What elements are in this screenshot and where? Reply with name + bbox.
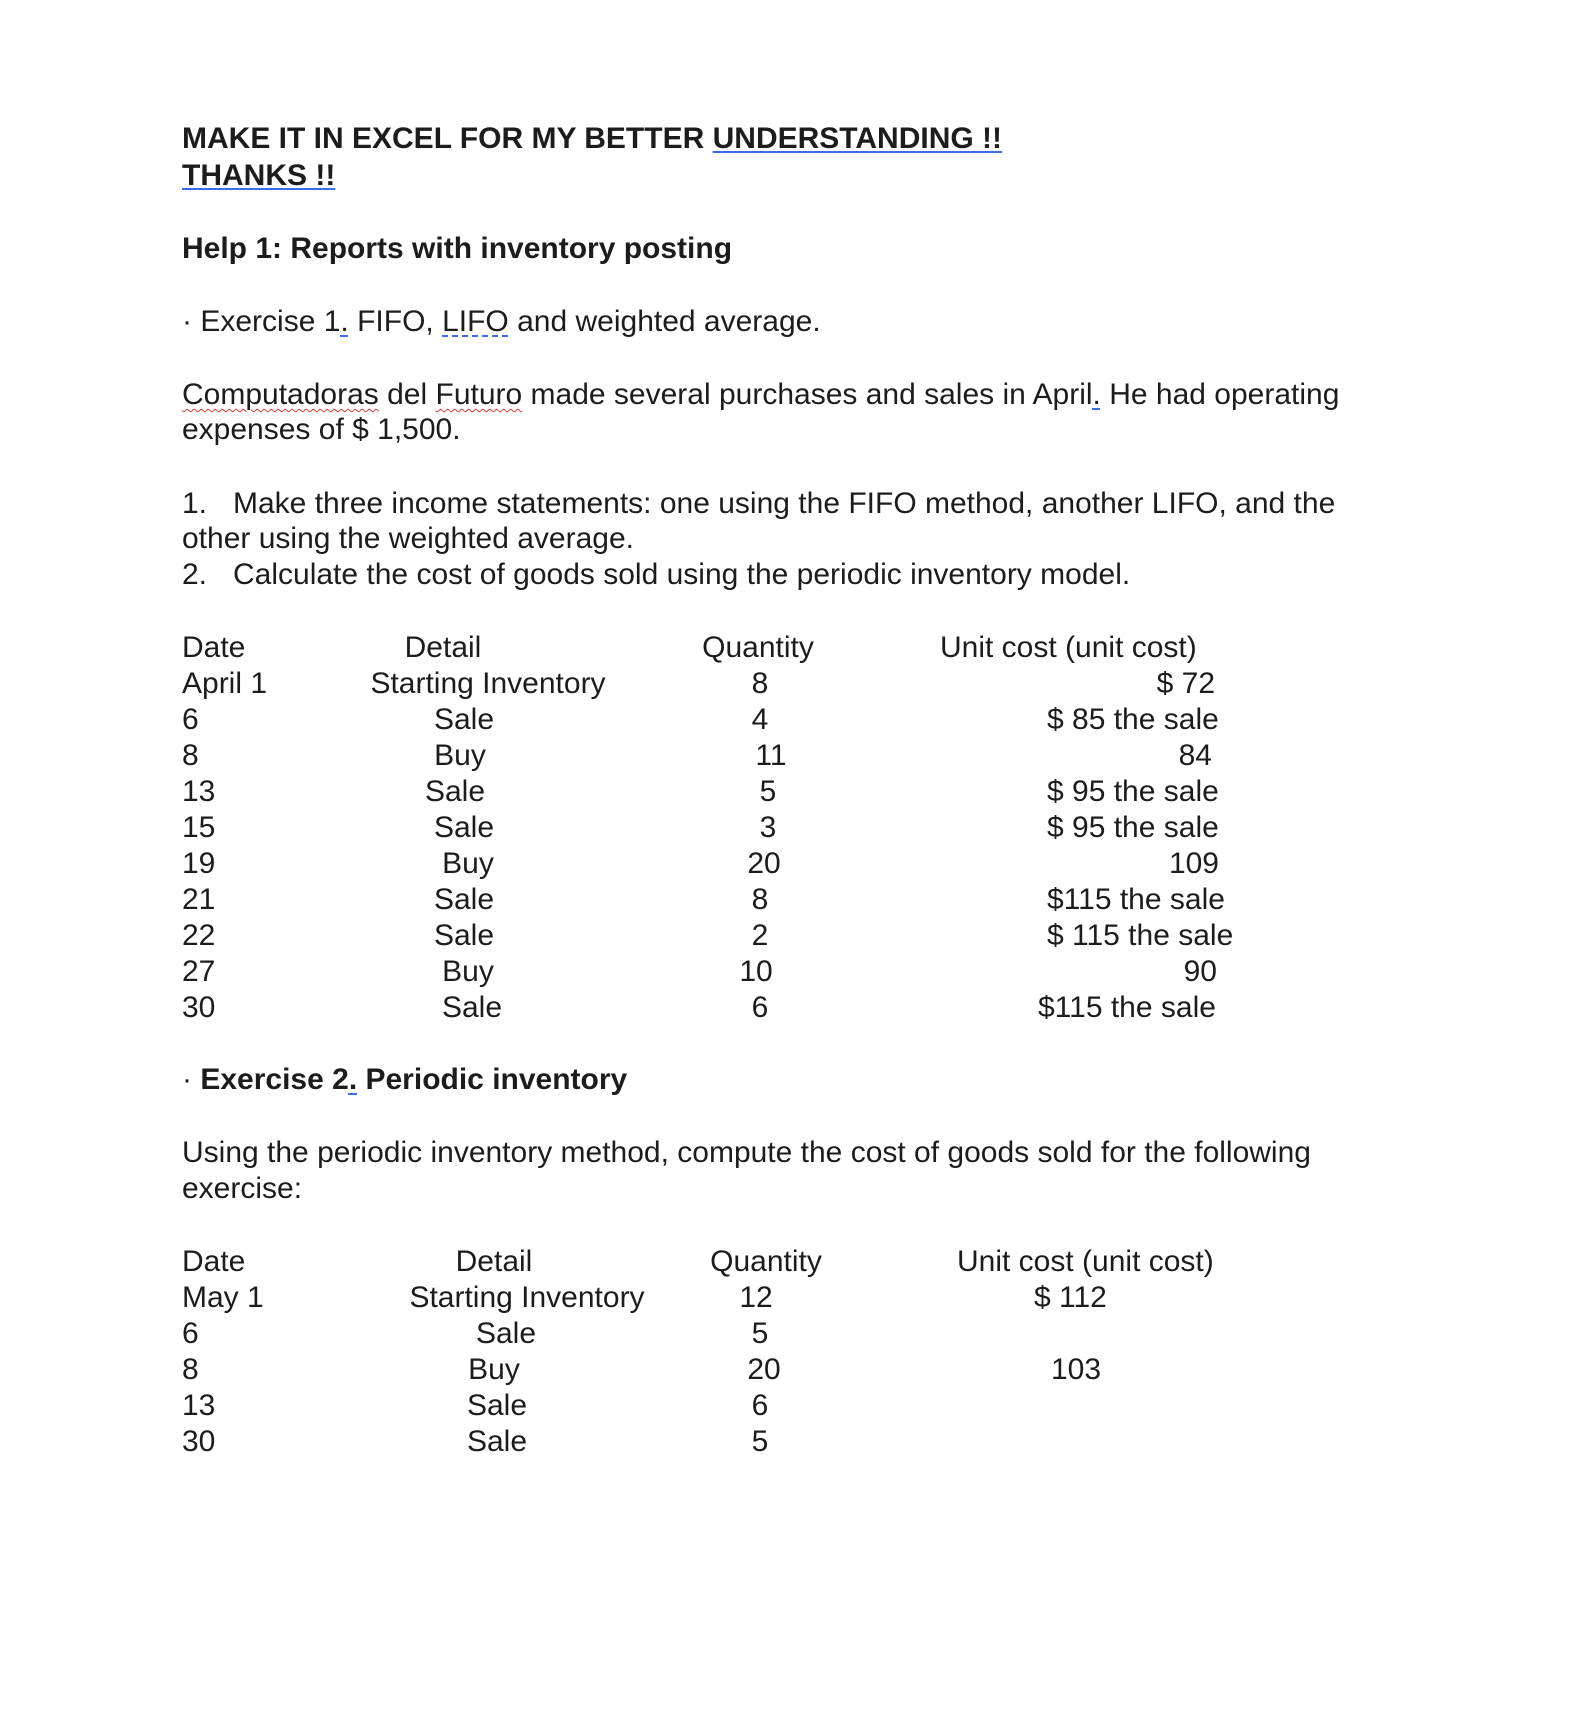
company-name-word: Computadoras xyxy=(182,378,379,411)
row-cost: 103 xyxy=(1051,1353,1102,1386)
row-qty: 12 xyxy=(739,1281,773,1314)
row-date: 13 xyxy=(182,1389,216,1422)
header-line-1 xyxy=(182,121,1002,157)
intro-text: del xyxy=(378,378,436,411)
intro-dot: . xyxy=(1092,378,1101,411)
row-detail: Starting Inventory xyxy=(370,667,606,700)
row-detail: Buy xyxy=(468,1353,520,1386)
task-text: Calculate the cost of goods sold using the periodic inventory model. xyxy=(233,558,1131,591)
thanks-text: THANKS !! xyxy=(182,159,336,192)
lifo-text: LIFO xyxy=(442,305,509,338)
exercise1-dot: . xyxy=(340,305,349,338)
row-qty: 10 xyxy=(739,955,773,988)
row-qty: 5 xyxy=(751,1317,769,1350)
row-cost: $ 95 the sale xyxy=(1047,811,1219,844)
row-cost: $115 the sale xyxy=(1047,883,1225,916)
row-cost: $ 95 the sale xyxy=(1047,775,1219,808)
row-cost: $115 the sale xyxy=(1038,991,1216,1024)
row-detail: Sale xyxy=(441,991,503,1024)
row-date: 15 xyxy=(182,811,216,844)
row-detail: Sale xyxy=(466,1425,528,1458)
row-cost: 109 xyxy=(1168,847,1219,880)
header-quantity: Quantity xyxy=(702,631,814,664)
header-quantity: Quantity xyxy=(710,1245,822,1278)
row-date: 21 xyxy=(182,883,216,916)
header-detail: Detail xyxy=(404,631,482,664)
row-detail: Starting Inventory xyxy=(409,1281,645,1314)
header-unit-cost: Unit cost (unit cost) xyxy=(940,631,1197,664)
intro-text: He had operating xyxy=(1100,378,1340,411)
exercise2-intro-line-1: Using the periodic inventory method, compute the cost of goods sold for the following xyxy=(182,1136,1311,1169)
row-date: April 1 xyxy=(182,667,268,700)
row-qty: 2 xyxy=(751,919,769,952)
exercise2-label: Exercise 2 xyxy=(200,1063,349,1096)
company-name-word: Futuro xyxy=(435,378,523,411)
row-qty: 6 xyxy=(751,991,769,1024)
header-detail: Detail xyxy=(455,1245,533,1278)
row-date: 13 xyxy=(182,775,216,808)
intro-text: made several purchases and sales in April xyxy=(522,378,1093,411)
row-detail: Sale xyxy=(466,1389,528,1422)
header-unit-cost: Unit cost (unit cost) xyxy=(957,1245,1214,1278)
task-text: Make three income statements: one using the FIFO method, another LIFO, and the xyxy=(233,487,1336,520)
task-number: 1. xyxy=(182,487,208,520)
exercise2-text: Periodic inventory xyxy=(357,1063,628,1096)
exercise2-heading xyxy=(182,1062,627,1098)
row-detail: Sale xyxy=(475,1317,537,1350)
row-date: May 1 xyxy=(182,1281,264,1314)
task-1-continued: other using the weighted average. xyxy=(182,522,634,555)
row-qty: 3 xyxy=(759,811,777,844)
section-title: Help 1: Reports with inventory posting xyxy=(182,232,733,265)
row-date: 6 xyxy=(182,1317,199,1350)
row-qty: 4 xyxy=(751,703,769,736)
exercise1-intro-line-1 xyxy=(182,377,1339,413)
row-cost: $ 112 xyxy=(1034,1281,1107,1314)
exercise1-intro-line-2: expenses of $ 1,500. xyxy=(182,413,461,446)
row-date: 19 xyxy=(182,847,216,880)
row-cost: 84 xyxy=(1178,739,1212,772)
exercise1-text: FIFO, xyxy=(348,305,443,338)
row-cost: $ 85 the sale xyxy=(1047,703,1219,736)
row-qty: 8 xyxy=(751,883,769,916)
row-cost: $ 72 xyxy=(1156,667,1215,700)
row-date: 30 xyxy=(182,991,216,1024)
header-line-2 xyxy=(182,158,335,194)
exercise1-label: Exercise 1 xyxy=(200,305,341,338)
header-date: Date xyxy=(182,631,246,664)
row-qty: 5 xyxy=(759,775,777,808)
row-cost: 90 xyxy=(1183,955,1217,988)
row-date: 6 xyxy=(182,703,199,736)
row-qty: 20 xyxy=(747,1353,781,1386)
row-date: 22 xyxy=(182,919,216,952)
row-date: 27 xyxy=(182,955,216,988)
row-qty: 8 xyxy=(751,667,769,700)
bullet: · xyxy=(182,305,192,338)
row-date: 8 xyxy=(182,739,199,772)
task-number: 2. xyxy=(182,558,208,591)
row-cost: $ 115 the sale xyxy=(1047,919,1234,952)
exercise1-heading xyxy=(182,304,821,340)
row-date: 30 xyxy=(182,1425,216,1458)
row-qty: 20 xyxy=(747,847,781,880)
row-detail: Sale xyxy=(424,775,486,808)
row-detail: Sale xyxy=(433,703,495,736)
header-text: MAKE IT IN EXCEL FOR MY BETTER xyxy=(182,122,713,155)
row-qty: 6 xyxy=(751,1389,769,1422)
exercise2-dot: . xyxy=(348,1063,358,1096)
row-detail: Buy xyxy=(434,739,486,772)
row-qty: 11 xyxy=(755,739,787,772)
row-date: 8 xyxy=(182,1353,199,1386)
header-underlined-text: UNDERSTANDING !! xyxy=(712,122,1003,155)
exercise2-intro-line-2: exercise: xyxy=(182,1172,303,1205)
header-date: Date xyxy=(182,1245,246,1278)
bullet: · xyxy=(182,1063,192,1096)
row-detail: Buy xyxy=(442,847,494,880)
row-qty: 5 xyxy=(751,1425,769,1458)
row-detail: Sale xyxy=(433,811,495,844)
row-detail: Sale xyxy=(433,883,495,916)
exercise1-text-end: and weighted average. xyxy=(508,305,821,338)
row-detail: Sale xyxy=(433,919,495,952)
row-detail: Buy xyxy=(442,955,494,988)
